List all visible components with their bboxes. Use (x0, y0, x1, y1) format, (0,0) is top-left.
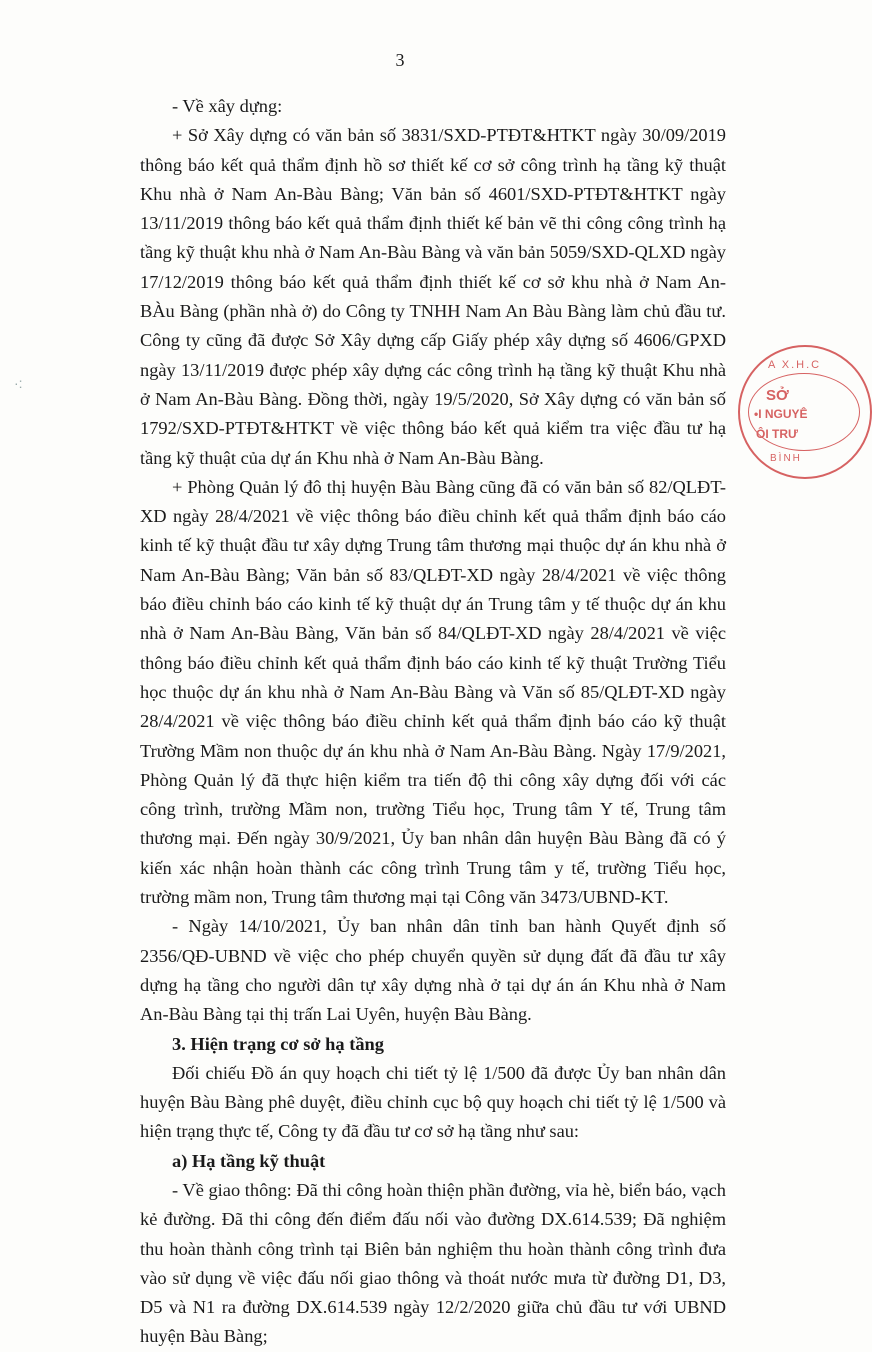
paragraph: - Về xây dựng: (172, 96, 283, 116)
stamp-line: ÔI TRƯ (756, 427, 798, 441)
stamp-bottom-text: BÌNH (770, 453, 802, 464)
stamp-line: •I NGUYÊ (754, 407, 808, 421)
official-stamp (738, 345, 872, 479)
document-body (140, 92, 726, 1352)
subsection-heading: a) Hạ tầng kỹ thuật (172, 1150, 326, 1171)
paragraph: + Phòng Quản lý đô thị huyện Bàu Bàng cũng đã có văn bản số 82/QLĐT-XD ngày 28/4/2021 về việc thông báo điều chỉnh kết quả thẩm định báo cáo kinh tế kỹ thuật đầu tư xây dựng Trung tâm thương mại thuộc dự án khu nhà ở Nam An-Bàu Bàng; Văn bản số 83/QLĐT-XD ngày 28/4/2021 về việc thông báo điều chỉnh báo cáo kinh tế kỹ thuật dự án Trung tâm y tế thuộc dự án khu nhà ở Nam An-Bàu Bàng, Văn bản số 84/QLĐT-XD ngày 28/4/2021 về việc thông báo điều chỉnh kết quả thẩm định báo cáo kinh tế kỹ thuật Trường Tiểu học thuộc dự án khu nhà ở Nam An-Bàu Bàng và Văn số 85/QLĐT-XD ngày 28/4/2021 về việc thông báo điều chỉnh kết quả thẩm định báo cáo kỹ thuật Trường Mầm non thuộc dự án khu nhà ở Nam An-Bàu Bàng. Ngày 17/9/2021, Phòng Quản lý đã thực hiện kiểm tra tiến độ thi công xây dựng đối với các công trình, trường Mầm non, trường Tiểu học, Trung tâm Y tế, Trung tâm thương mại. Đến ngày 30/9/2021, Ủy ban nhân dân huyện Bàu Bàng đã có ý kiến xác nhận hoàn thành các công trình Trung tâm y tế, trường Tiểu học, trường mầm non, Trung tâm thương mại tại Công văn 3473/UBND-KT. (140, 476, 726, 908)
paragraph: + Sở Xây dựng có văn bản số 3831/SXD-PTĐT&HTKT ngày 30/09/2019 thông báo kết quả thẩm định hồ sơ thiết kế cơ sở công trình hạ tầng kỹ thuật Khu nhà ở Nam An-Bàu Bàng; Văn bản số 4601/SXD-PTĐT&HTKT ngày 13/11/2019 thông báo kết quả thẩm định thiết kế bản vẽ thi công công trình hạ tầng kỹ thuật khu nhà ở Nam An-Bàu Bàng và văn bản 5059/SXD-QLXD ngày 17/12/2019 thông báo kết quả thẩm định thiết kế cơ sở khu nhà ở Nam An-BÀu Bàng (phần nhà ở) do Công ty TNHH Nam An Bàu Bàng làm chủ đầu tư. Công ty cũng đã được Sở Xây dựng cấp Giấy phép xây dựng số 4606/GPXD ngày 13/11/2019 được phép xây dựng các công trình hạ tầng kỹ thuật Khu nhà ở Nam An-Bàu Bàng. Đồng thời, ngày 19/5/2020, Sở Xây dựng có văn bản số 1792/SXD-PTĐT&HTKT về việc thông báo kết quả kiểm tra việc đầu tư hạ tầng kỹ thuật của dự án Khu nhà ở Nam An-Bàu Bàng. (140, 125, 726, 468)
stamp-ring-text: A X.H.C (768, 359, 822, 371)
paragraph: - Ngày 14/10/2021, Ủy ban nhân dân tỉnh ban hành Quyết định số 2356/QĐ-UBND về việc cho phép chuyển quyền sử dụng đất đã đầu tư xây dựng hạ tầng cho người dân tự xây dựng nhà ở tại dự án án Khu nhà ở Nam An-Bàu Bàng tại thị trấn Lai Uyên, huyện Bàu Bàng. (140, 916, 726, 1025)
margin-mark: ·: (14, 375, 23, 391)
stamp-line: SỞ (766, 387, 789, 404)
page-number: 3 (395, 50, 405, 70)
paragraph: - Về giao thông: Đã thi công hoàn thiện phần đường, vỉa hè, biển báo, vạch kẻ đường. Đã thi công đến điểm đấu nối vào đường DX.614.539; Đã nghiệm thu hoàn thành công trình tại Biên bản nghiệm thu hoàn thành công trình đưa vào sử dụng về việc đấu nối giao thông và thoát nước mưa từ đường D1, D3, D5 và N1 ra đường DX.614.539 ngày 12/2/2020 giữa chủ đầu tư với UBND huyện Bàu Bàng; (140, 1179, 726, 1347)
paragraph: Đối chiếu Đồ án quy hoạch chi tiết tỷ lệ 1/500 đã được Ủy ban nhân dân huyện Bàu Bàng phê duyệt, điều chỉnh cục bộ quy hoạch chi tiết tỷ lệ 1/500 và hiện trạng thực tế, Công ty đã đầu tư cơ sở hạ tầng như sau: (140, 1062, 726, 1142)
section-heading: 3. Hiện trạng cơ sở hạ tầng (172, 1033, 384, 1054)
